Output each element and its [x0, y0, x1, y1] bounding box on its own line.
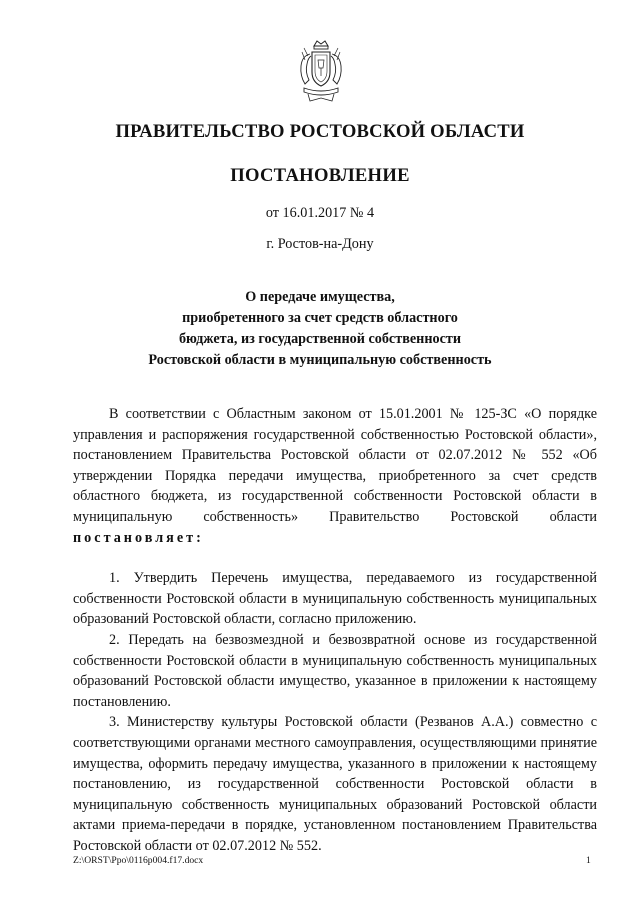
- subject-line: Ростовской области в муниципальную собственность: [148, 352, 492, 368]
- subject-line: приобретенного за счет средств областного: [182, 310, 458, 326]
- government-title: ПРАВИТЕЛЬСТВО РОСТОВСКОЙ ОБЛАСТИ: [115, 121, 525, 142]
- item-paragraph-3: 3. Министерству культуры Ростовской области (Резванов А.А.) совместно с соответствующими органами местного самоуправления, осуществляющими принятие имущества, оформить передачу имущества, указанного в приложении к настоящему постановлению, из государственной собственности Ростовской области в муниципальную собственность муниципальных образований Ростовской области актами приема-передачи в порядке, установленном постановлением Правительства Ростовской области от 02.07.2012 № 552.: [73, 714, 597, 854]
- preamble-text: В соответствии с Областным законом от 15.01.2001 № 125-ЗС «О порядке управления и распоряжения государственной собственностью Ростовской области», постановлением Правительства Ростовской области от 02.07.2012 № 552 «Об утверждении Порядка передачи имущества, приобретенного за счет средств областного бюджета, из государственной собственности Ростовской области в муниципальную собственность» Правительство Ростовской области: [73, 406, 597, 525]
- preamble-paragraph: [73, 404, 597, 548]
- date-number: от 16.01.2017 № 4: [265, 205, 375, 221]
- decree-word: постановляет:: [73, 529, 204, 546]
- subject-line: бюджета, из государственной собственности: [178, 331, 462, 347]
- footer-page-number: 1: [586, 855, 591, 866]
- footer-file-path: Z:\ORST\Ppo\0116p004.f17.docx: [73, 855, 204, 866]
- subject-line: О передаче имущества,: [245, 289, 395, 305]
- document-body: [73, 404, 597, 856]
- rostov-oblast-coat-of-arms-icon: [296, 38, 346, 104]
- city: г. Ростов-на-Дону: [266, 236, 374, 252]
- item-paragraph-2: 2. Передать на безвозмездной и безвозвратной основе из государственной собственности Ростовской области в муниципальную собственность муниципальных образований Ростовской области имущество, указанное в приложении к настоящему постановлению.: [73, 631, 597, 710]
- subject-block: [60, 287, 580, 371]
- document-type: ПОСТАНОВЛЕНИЕ: [230, 165, 410, 186]
- item-paragraph-1: 1. Утвердить Перечень имущества, передаваемого из государственной собственности Ростовской области в муниципальную собственность муниципальных образований Ростовской области, согласно приложению.: [73, 570, 597, 628]
